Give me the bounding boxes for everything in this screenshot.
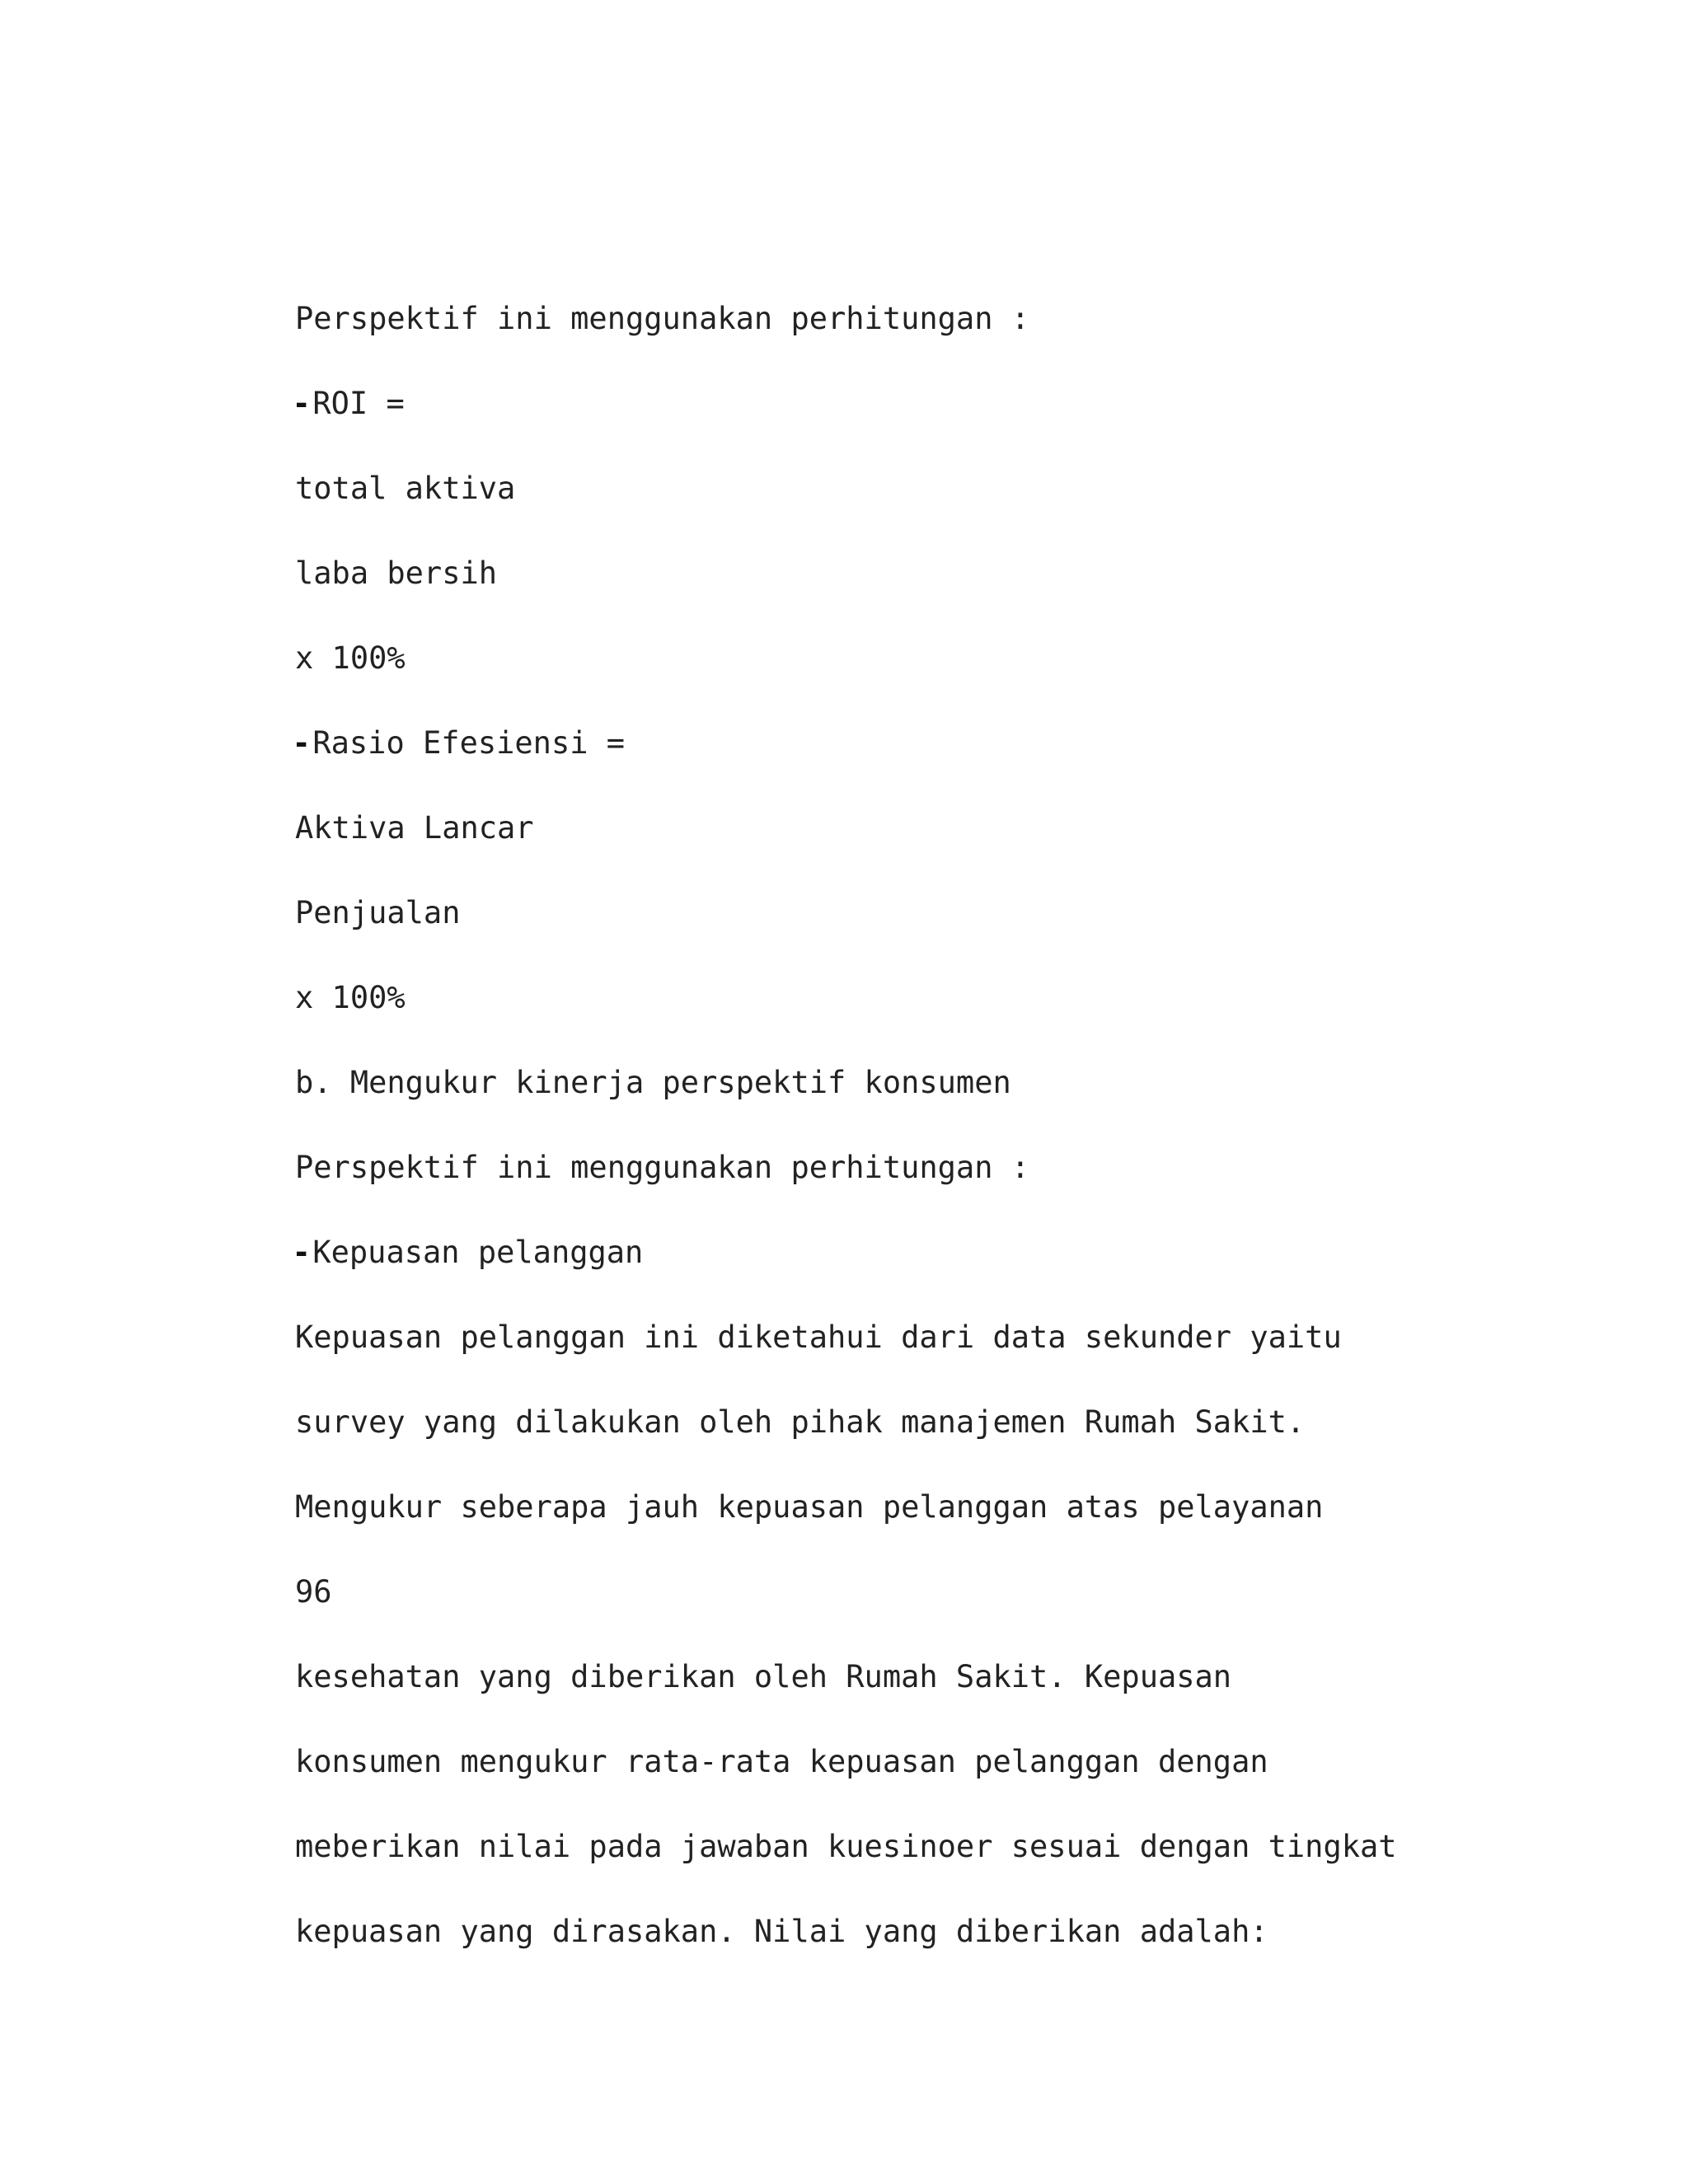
bullet-dash: -	[295, 1235, 308, 1270]
bullet-dash: -	[295, 725, 308, 761]
section-heading: b. Mengukur kinerja perspektif konsumen	[295, 1065, 1011, 1100]
paragraph-line: konsumen mengukur rata-rata kepuasan pelanggan dengan	[295, 1744, 1268, 1779]
text-line: Perspektif ini menggunakan perhitungan :	[295, 1150, 1030, 1185]
paragraph-line: kepuasan yang dirasakan. Nilai yang diberikan adalah:	[295, 1914, 1268, 1949]
text-line: Perspektif ini menggunakan perhitungan :	[295, 301, 1030, 336]
bullet-text: Kepuasan pelanggan	[312, 1235, 644, 1270]
paragraph-line: survey yang dilakukan oleh pihak manajemen Rumah Sakit.	[295, 1404, 1306, 1440]
formula-multiplier: x 100%	[295, 640, 406, 676]
bullet-dash: -	[295, 386, 308, 421]
page-number: 96	[295, 1574, 332, 1610]
bullet-item-rasio	[295, 725, 626, 761]
formula-denominator: laba bersih	[295, 555, 498, 591]
formula-numerator: Aktiva Lancar	[295, 810, 534, 846]
paragraph-line: kesehatan yang diberikan oleh Rumah Sakit. Kepuasan	[295, 1659, 1232, 1694]
paragraph-line: Kepuasan pelanggan ini diketahui dari data sekunder yaitu	[295, 1319, 1342, 1355]
formula-multiplier: x 100%	[295, 980, 406, 1015]
bullet-item-roi	[295, 388, 405, 419]
bullet-text: ROI =	[312, 386, 405, 421]
paragraph-line: meberikan nilai pada jawaban kuesinoer sesuai dengan tingkat	[295, 1829, 1397, 1864]
paragraph-line: Mengukur seberapa jauh kepuasan pelanggan atas pelayanan	[295, 1489, 1324, 1525]
bullet-item-kepuasan	[295, 1237, 643, 1268]
formula-numerator: total aktiva	[295, 471, 516, 506]
formula-denominator: Penjualan	[295, 895, 461, 930]
bullet-text: Rasio Efesiensi =	[312, 725, 626, 761]
